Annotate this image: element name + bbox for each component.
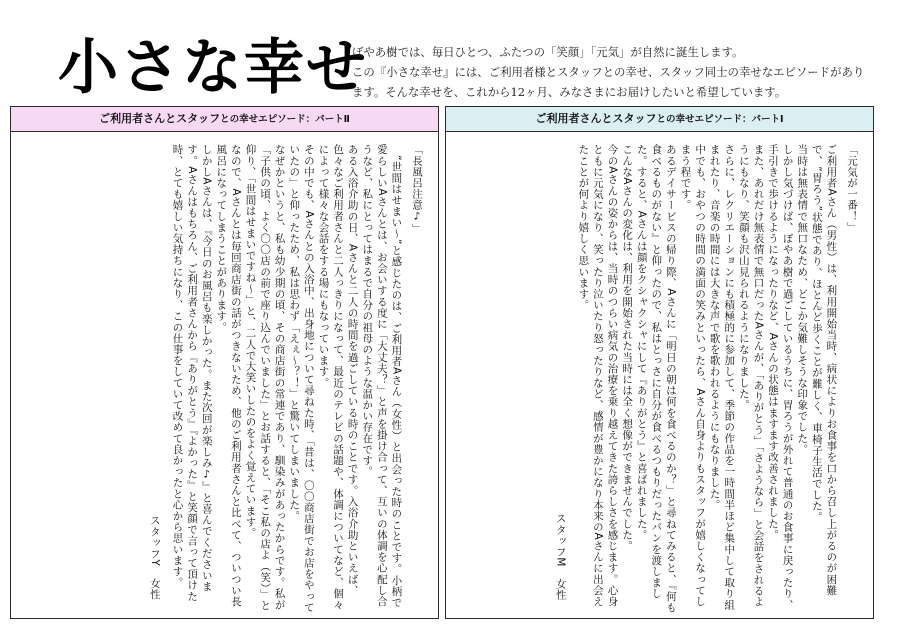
intro-line-2: この『小さな幸せ』には、ご利用者様とスタッフとの幸せ、スタッフ同士の幸せなエピソードがあり	[352, 65, 865, 79]
panel-body-part2	[11, 132, 438, 618]
staff-signature: スタッフY 女性	[148, 515, 161, 600]
staff-signature: スタッフM 女性	[554, 512, 567, 600]
episode-paragraph: ご利用者Aさん（男性）は、利用開始当時、病状によりお食事を口から召し上がるのが困難で、“胃ろう”状態であり、ほとんど歩くことが難しく、車椅子生活でした。	[810, 144, 838, 596]
episode-paragraph: こんなAさんの変化は、利用を開始された当時には全く想像ができませんでした。	[621, 144, 634, 552]
episode-paragraph: なぜかというと、私も幼少期の頃、その商店街の常連であり、馴染みがあったからです。私が「子供の頃、よく〇〇店の前で座り込んでいました」とお話すると、「そこ私の店よ（笑）」と仰り、「世間はせまいですね～」と、二人で大笑いしたのをよく覚えています。	[244, 144, 286, 611]
episode-paragraph: 今のAさんの姿からは、当時のつらい病気の治療を乗り越えてきた誇らしさを感じます。心身ともに元気になり、笑ったり泣いたり怒ったりなど、感情が豊かになり本来のAさんに出会えたことが何より嬉しく思います。	[577, 144, 619, 607]
panel-header-part2	[11, 107, 438, 132]
episode-paragraph: また、あれだけ無表情で無口だったAさんが、「ありがとう」「さようなら」と会話をされるようにもなり、笑顔も沢山見られるようになりました。	[737, 144, 765, 608]
episode-text-part2	[147, 144, 424, 614]
episode-heading: 「長風呂注意♪」	[411, 144, 423, 235]
episode-paragraph: あるデイサービスの帰り際、Aさんに「明日の朝は何を食べるのか？」と尋ねてみると、『何も食べるものがない』と仰ったので、私はとっさに自分が食べるつもりだったパンを渡しました。すると、Aさんは顔をクシャクシャにして『ありがとう』と喜ばれました。	[635, 144, 677, 613]
panel-header-main: ご利用者さんとスタッフ	[535, 112, 657, 125]
episode-paragraph: しかしAさんは、『今日のお風呂も楽しかった。また次回が楽しみ♪』と喜んでくださいます。Aさんはもちろん、ご利用者さんから『ありがとう』『よかった』と笑顔で言って頂けた時、とても嬉しい気持ちになり、この仕事をしていて改めて良かったと心から思います。	[171, 144, 213, 602]
panel-header-sub: との幸せエピソード：パートⅠ	[656, 114, 784, 125]
episode-text-part1	[553, 144, 859, 614]
page-title: 小さな幸せ	[58, 33, 368, 103]
intro-line-1: ぼやあ樹では、毎日ひとつ、ふたつの「笑顔」「元気」が自然に誕生します。	[352, 45, 744, 59]
episode-paragraph: なので、Aさんとは毎回商店街の話がつきないため、他のご利用者さんと比べて、ついつい長風呂になってしまうことがあります。	[215, 144, 242, 607]
episode-paragraph: さらに、レクリエーションにも積極的に参加して、季節の作品を一時間半ほど集中して取り組まれたり、音楽の時間には大きな声で歌を歌われるようにもなりました。	[708, 144, 736, 611]
panel-header-part1	[446, 107, 873, 132]
panel-header-sub: との幸せエピソード：パートⅡ	[220, 114, 350, 125]
panel-header-main: ご利用者さんとスタッフ	[99, 112, 221, 125]
episode-paragraph: その中でも、Aさんとの入浴中、出身地について尋ねた時、「昔は、〇〇商店街でお店をやっていたの」と仰ったため、私は思わず「えぇ～？！」と驚いてしまいました。	[288, 144, 315, 613]
episode-paragraph: ある入浴介助の日、Aさんと二人の時間を過ごしている時のことです。入浴介助といえば、色々なご利用者さんと二人っきりになって、最近のテレビの話題や、体調についてなど、個々によって様々な会話をする場にもなっています。	[317, 144, 359, 611]
episode-panel-part2	[10, 106, 439, 619]
episode-paragraph: 当時は無表情で無口なため、どこか気難しそうな印象でした。	[796, 144, 809, 455]
panel-body-part1	[446, 132, 873, 618]
episode-paragraph: しかし気づけば、ぼやあ樹で過ごしているうちに、胃ろうが外れて普通のお食事に戻ったり、手引きで歩けるようになったりなど、Aさんの状態はますます改善されました。	[767, 144, 794, 611]
intro-line-3: ます。そんな幸せを、これから12ヶ月、みなさまにお届けしたいと希望しています。	[352, 85, 787, 99]
episode-paragraph: “世間はせまい～”と感じたのは、ご利用者Aさん（女性）と出会った時のことです。小柄で愛らしいAさんとは、お会いする度に「大丈夫？」と声を掛け合って、互いの体調を心配し合うなど、私にとってはまるで自分の祖母のような温かい存在です。	[361, 144, 403, 608]
episode-panel-part1	[445, 106, 874, 619]
episode-paragraph: 中でも、おやつの時間の満面の笑みといったら、Aさん自身よりもスタッフが嬉しくなってしまう程です。	[679, 144, 707, 607]
intro-text	[352, 42, 892, 102]
episode-heading: 「元気が一番！」	[846, 144, 858, 233]
